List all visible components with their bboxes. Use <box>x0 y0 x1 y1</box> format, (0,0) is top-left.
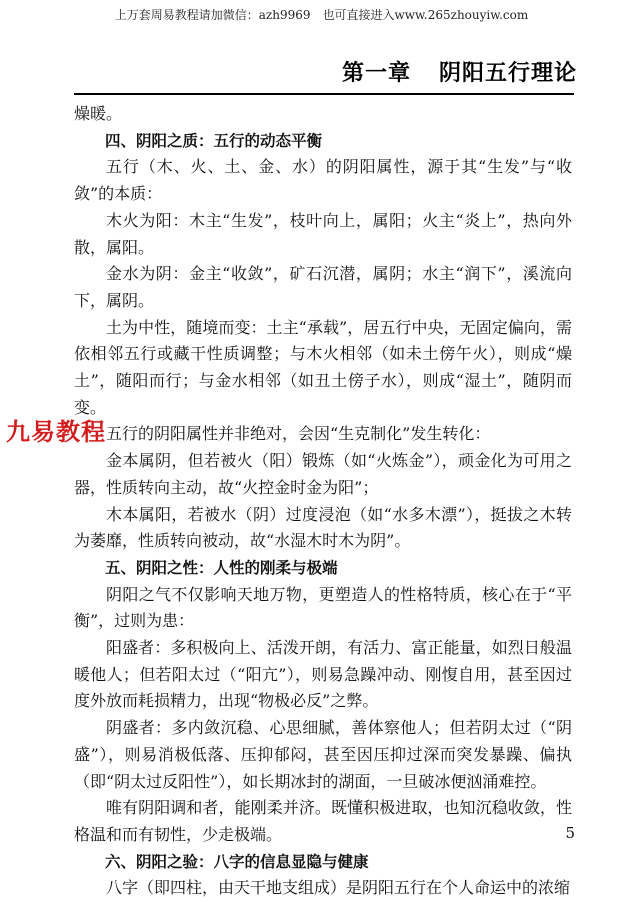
header-note: 上万套周易教程请加微信：azh9969 也可直接进入www.265zhouyiw.com <box>114 8 529 22</box>
paragraph: 金本属阴，但若被火（阳）锻炼（如“火炼金”），顽金化为可用之器，性质转向主动，故“火控金时金为阳”； <box>74 451 572 497</box>
paragraph: 阴阳之气不仅影响天地万物，更塑造人的性格特质，核心在于“平衡”，过则为患： <box>74 584 572 631</box>
section-heading: 六、阴阳之验：八字的信息显隐与健康 <box>105 852 369 871</box>
paragraph: 唯有阴阳调和者，能刚柔并济。既懂积极进取，也知沉稳收敛，性格温和而有韧性，少走极端。 <box>74 798 572 844</box>
chapter-name: 阴阳五行理论 <box>438 61 577 86</box>
paragraph: 木本属阳，若被水（阴）过度浸泡（如“水多木漂”），挺拔之木转为萎靡，性质转向被动，故“水湿木时木为阴”。 <box>74 504 572 551</box>
header-rule <box>74 93 574 95</box>
section-heading: 四、阴阳之质：五行的动态平衡 <box>105 131 323 150</box>
watermark-logo: 九易教程 <box>6 418 106 446</box>
paragraph: 木火为阳：木主“生发”，枝叶向上，属阳；火主“炎上”，热向外散，属阳。 <box>74 210 572 257</box>
paragraph: 土为中性，随境而变：土主“承载”，居五行中央，无固定偏向，需依相邻五行或藏干性质调整；与木火相邻（如未土傍午火），则成“燥土”，随阳而行；与金水相邻（如丑土傍子水），则成“湿土”，随阴而变。 <box>74 317 572 417</box>
chapter-number: 第一章 <box>341 61 411 86</box>
paragraph: 阳盛者：多积极向上、活泼开朗，有活力、富正能量，如烈日般温暖他人；但若阳太过（“阳亢”），则易急躁冲动、刚愎自用，甚至因过度外放而耗损精力，出现“物极必反”之弊。 <box>74 638 572 711</box>
chapter-title <box>342 56 577 87</box>
page-body <box>74 101 572 902</box>
paragraph: 八字（即四柱，由天干地支组成）是阴阳五行在个人命运中的浓缩 <box>106 878 571 898</box>
paragraph: 金水为阴：金主“收敛”，矿石沉潜，属阴；水主“润下”，溪流向下，属阴。 <box>74 264 572 310</box>
paragraph: 五行的阴阳属性并非绝对，会因“生克制化”发生转化： <box>106 424 491 444</box>
page-number: 5 <box>565 824 575 842</box>
paragraph: 燥暖。 <box>74 104 123 123</box>
section-heading: 五、阴阳之性：人性的刚柔与极端 <box>105 558 338 577</box>
paragraph: 阴盛者：多内敛沉稳、心思细腻，善体察他人；但若阴太过（“阴盛”），则易消极低落、压抑郁闷，甚至因压抑过深而突发暴躁、偏执（即“阴太过反阳性”），如长期冰封的湖面，一旦破冰便汹涌难控。 <box>74 718 572 791</box>
paragraph: 五行（木、火、土、金、水）的阴阳属性，源于其“生发”与“收敛”的本质： <box>74 157 572 204</box>
